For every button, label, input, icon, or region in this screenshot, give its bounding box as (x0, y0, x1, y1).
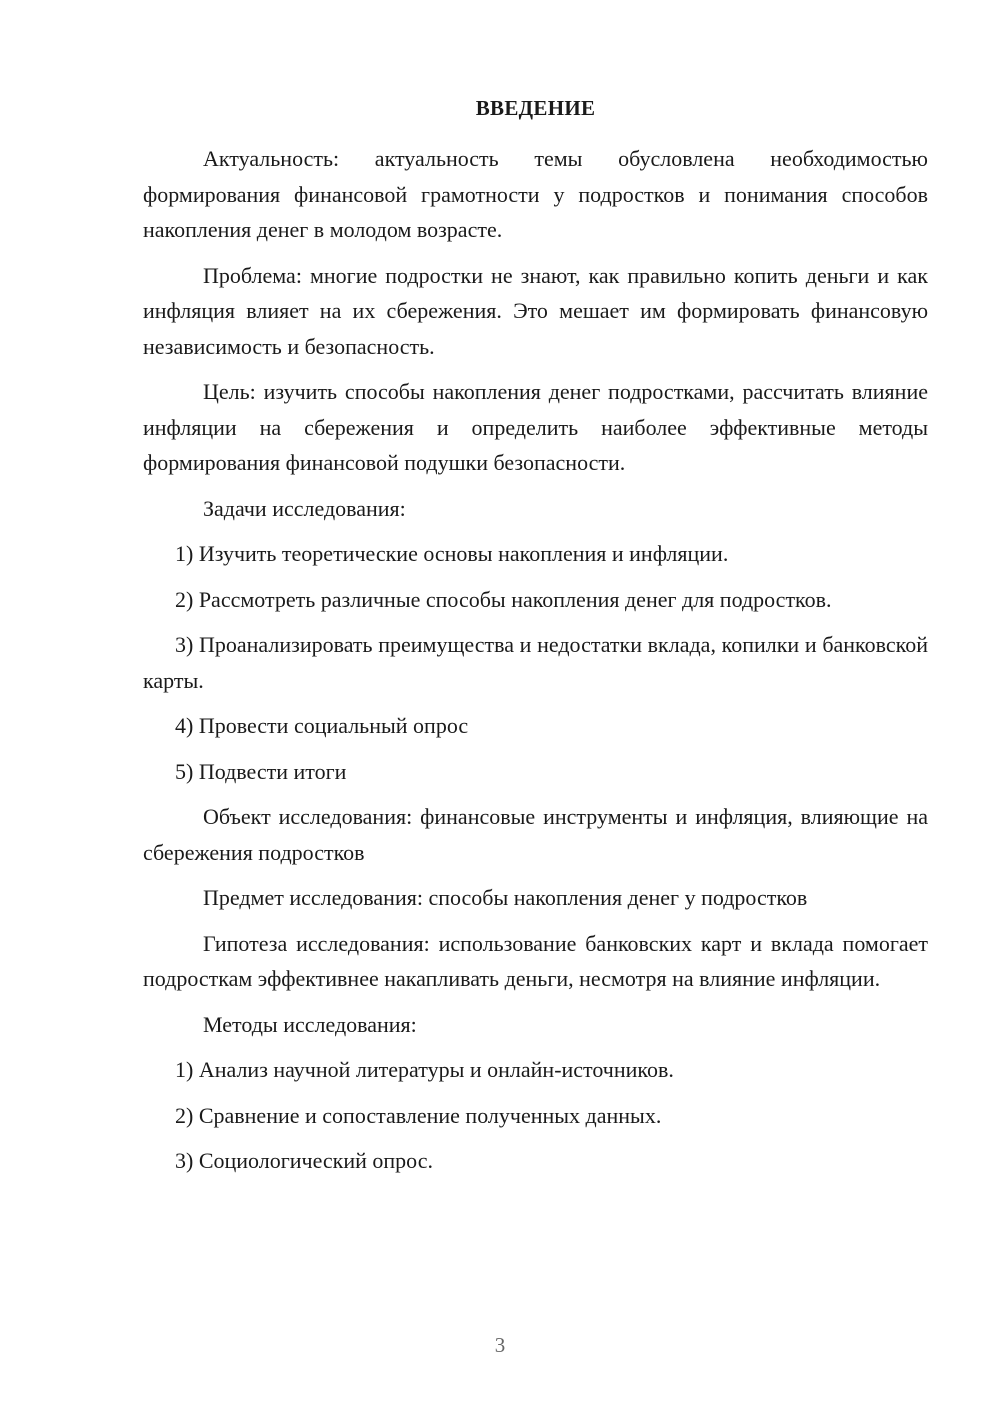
list-item: 1) Изучить теоретические основы накопления и инфляции. (175, 541, 729, 566)
list-item: 2) Сравнение и сопоставление полученных данных. (175, 1102, 662, 1128)
document-body (143, 141, 928, 1189)
methods-heading: Методы исследования: (203, 1011, 417, 1037)
methods-list (143, 1052, 928, 1179)
list-item: 1) Анализ научной литературы и онлайн-источников. (175, 1057, 674, 1082)
subject-paragraph: Предмет исследования: способы накопления денег у подростков (203, 885, 808, 910)
tasks-heading: Задачи исследования: (203, 495, 406, 521)
list-item: 2) Рассмотреть различные способы накопления денег для подростков. (175, 586, 832, 612)
list-item: 4) Провести социальный опрос (175, 713, 469, 738)
relevance-paragraph: Актуальность: актуальность темы обусловлена необходимостью формирования финансовой грамотности у подростков и понимания способов накопления денег в молодом возрасте. (143, 146, 928, 242)
tasks-list (143, 536, 928, 789)
list-item: 3) Проанализировать преимущества и недостатки вклада, копилки и банковской карты. (143, 632, 928, 693)
hypothesis-paragraph: Гипотеза исследования: использование банковских карт и вклада помогает подросткам эффективнее накапливать деньги, несмотря на влияние инфляции. (143, 930, 928, 991)
problem-paragraph: Проблема: многие подростки не знают, как правильно копить деньги и как инфляция влияет на их сбережения. Это мешает им формировать финансовую независимость и безопасность. (143, 262, 928, 359)
section-title: ВВЕДЕНИЕ (475, 96, 596, 120)
object-paragraph: Объект исследования: финансовые инструменты и инфляция, влияющие на сбережения подростков (143, 804, 928, 865)
list-item: 5) Подвести итоги (175, 758, 347, 784)
page-number: 3 (494, 1333, 506, 1357)
goal-paragraph: Цель: изучить способы накопления денег подростками, рассчитать влияние инфляции на сбережения и определить наиболее эффективные методы формирования финансовой подушки безопасности. (143, 379, 928, 475)
list-item: 3) Социологический опрос. (175, 1148, 433, 1173)
